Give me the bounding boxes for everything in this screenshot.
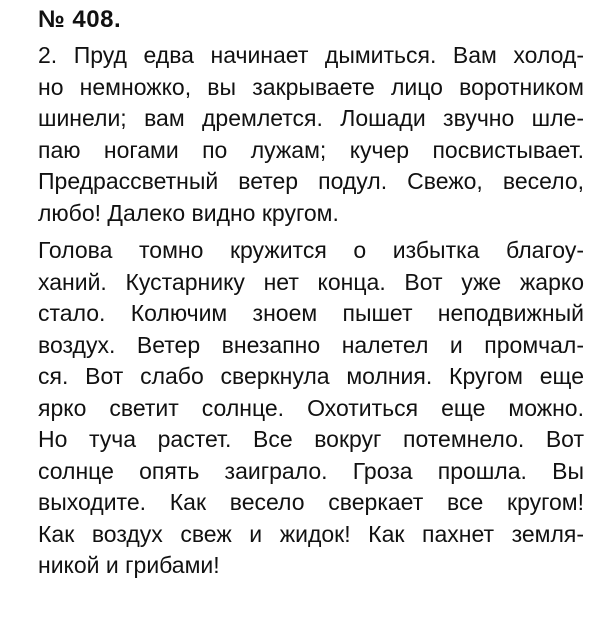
text-line: стало. Колючим зноем пышет неподвижный <box>38 300 584 326</box>
text-line: воздух. Ветер внезапно налетел и промчал- <box>38 331 584 358</box>
text-line: выходите. Как весело сверкает все кругом! <box>38 489 584 515</box>
paragraph-1 <box>38 40 584 229</box>
text-line: но немножко, вы закрываете лицо воротником <box>38 73 584 100</box>
text-line: ханий. Кустарнику нет конца. Вот уже жарко <box>38 268 584 295</box>
text-line: никой и грибами! <box>38 552 220 578</box>
text-line: паю ногами по лужам; кучер посвистывает. <box>38 136 584 163</box>
text-line: шинели; вам дремлется. Лошади звучно шле- <box>38 105 584 131</box>
text-line: Как воздух свеж и жидок! Как пахнет земля- <box>38 520 584 547</box>
exercise-number: № 408. <box>38 6 122 33</box>
paragraph-2 <box>38 235 584 582</box>
text-line: Голова томно кружится о избытка благоу- <box>38 237 584 263</box>
text-line: Но туча растет. Все вокруг потемнело. Вот <box>38 426 584 452</box>
text-line: Предрассветный ветер подул. Свежо, весело, <box>38 168 584 194</box>
text-line: ся. Вот слабо сверкнула молния. Кругом еще <box>38 363 584 389</box>
text-line: солнце опять заиграло. Гроза прошла. Вы <box>38 457 584 484</box>
text-line: 2. Пруд едва начинает дымиться. Вам холод- <box>38 42 584 68</box>
text-line: любо! Далеко видно кругом. <box>38 199 339 226</box>
text-line: ярко светит солнце. Охотиться еще можно. <box>38 394 584 421</box>
